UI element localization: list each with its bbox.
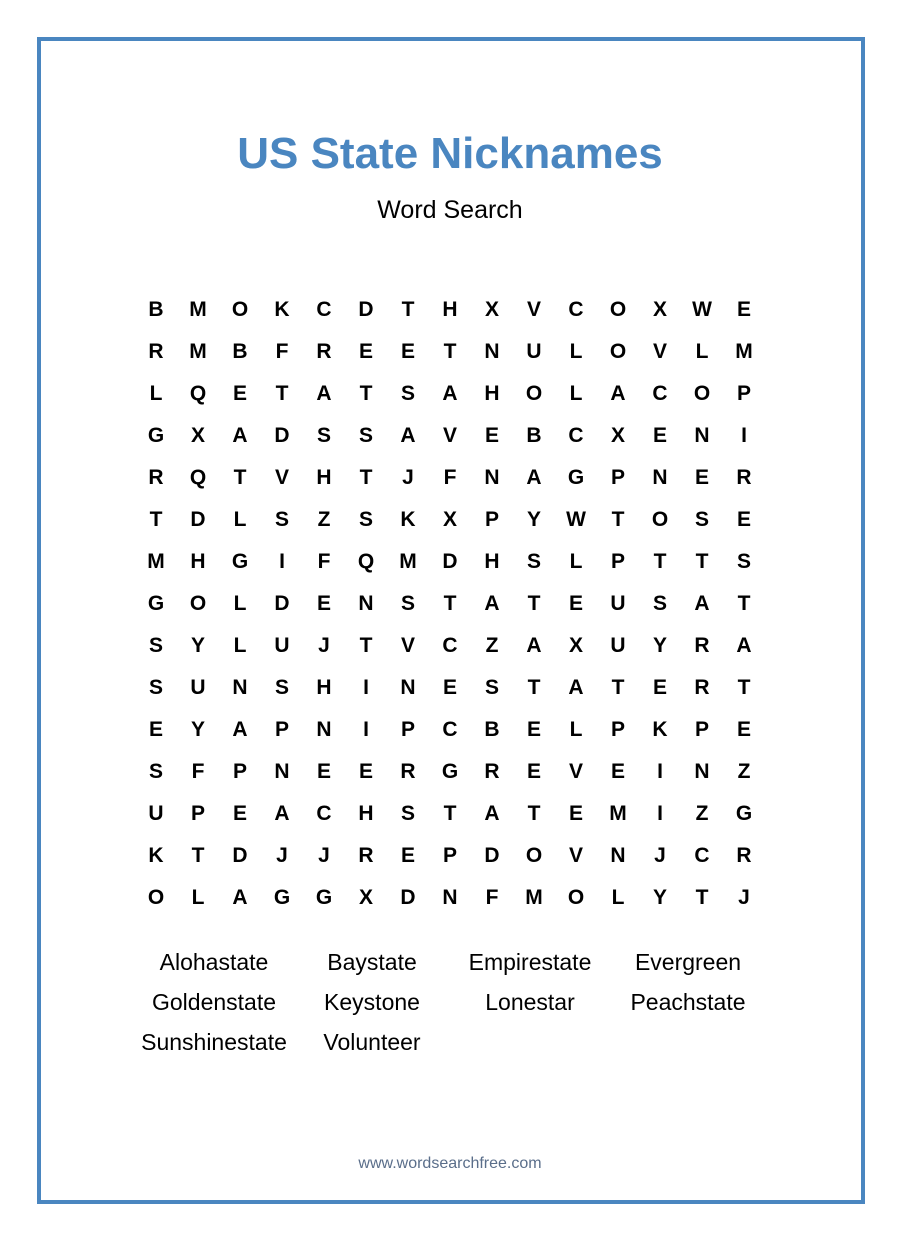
grid-letter: Y	[190, 718, 205, 741]
grid-letter: C	[652, 382, 668, 405]
grid-letter: K	[274, 298, 290, 321]
grid-letter: L	[191, 886, 205, 909]
grid-letter: X	[442, 508, 457, 531]
grid-letter: X	[190, 424, 205, 447]
grid-letter: Y	[652, 886, 667, 909]
grid-letter: T	[275, 382, 289, 405]
grid-letter: R	[484, 760, 500, 783]
grid-letter: G	[315, 886, 333, 909]
grid-letter: D	[358, 298, 374, 321]
grid-letter: E	[316, 592, 331, 615]
grid-letter: O	[609, 340, 627, 363]
grid-letter: I	[657, 760, 663, 783]
grid-letter: B	[484, 718, 500, 741]
grid-letter: S	[274, 676, 289, 699]
grid-letter: Q	[189, 382, 207, 405]
grid-letter: H	[190, 550, 206, 573]
word-list-item: Empirestate	[468, 949, 592, 975]
word-list	[135, 944, 765, 1064]
grid-letter: A	[232, 886, 248, 909]
grid-letter: M	[189, 298, 207, 321]
grid-letter: T	[443, 592, 457, 615]
grid-letter: E	[736, 508, 751, 531]
grid-letter: S	[736, 550, 751, 573]
grid-letter: Y	[652, 634, 667, 657]
grid-letter: T	[737, 592, 751, 615]
grid-letter: L	[611, 886, 625, 909]
grid-letter: T	[359, 634, 373, 657]
grid-row	[135, 331, 765, 373]
grid-letter: L	[569, 382, 583, 405]
grid-row	[135, 457, 765, 499]
grid-letter: N	[484, 466, 500, 489]
grid-letter: L	[233, 508, 247, 531]
grid-letter: S	[526, 550, 541, 573]
grid-row	[135, 877, 765, 919]
grid-letter: O	[651, 508, 669, 531]
grid-letter: A	[736, 634, 752, 657]
grid-letter: M	[609, 802, 627, 825]
grid-letter: L	[695, 340, 709, 363]
grid-row	[135, 625, 765, 667]
grid-letter: P	[694, 718, 709, 741]
grid-letter: H	[358, 802, 374, 825]
grid-letter: T	[695, 886, 709, 909]
grid-row	[135, 751, 765, 793]
grid-letter: Y	[526, 508, 541, 531]
grid-letter: E	[358, 760, 373, 783]
grid-letter: L	[569, 718, 583, 741]
grid-letter: F	[191, 760, 205, 783]
grid-letter: R	[694, 634, 710, 657]
grid-letter: A	[484, 592, 500, 615]
grid-letter: I	[363, 676, 369, 699]
grid-letter: S	[694, 508, 709, 531]
grid-letter: E	[232, 802, 247, 825]
grid-letter: S	[400, 382, 415, 405]
grid-letter: I	[363, 718, 369, 741]
grid-letter: S	[400, 592, 415, 615]
grid-letter: I	[657, 802, 663, 825]
grid-letter: M	[399, 550, 417, 573]
grid-letter: T	[737, 676, 751, 699]
grid-letter: Z	[317, 508, 331, 531]
grid-letter: F	[485, 886, 499, 909]
grid-letter: C	[568, 424, 584, 447]
grid-row	[135, 835, 765, 877]
grid-letter: G	[567, 466, 585, 489]
grid-letter: K	[652, 718, 668, 741]
grid-letter: V	[442, 424, 457, 447]
grid-row	[135, 499, 765, 541]
grid-letter: X	[568, 634, 583, 657]
grid-letter: T	[653, 550, 667, 573]
grid-letter: B	[526, 424, 542, 447]
grid-letter: U	[610, 634, 626, 657]
grid-letter: P	[442, 844, 457, 867]
grid-letter: P	[232, 760, 247, 783]
grid-letter: O	[609, 298, 627, 321]
grid-letter: T	[401, 298, 415, 321]
grid-letter: E	[652, 676, 667, 699]
grid-letter: T	[443, 802, 457, 825]
grid-letter: O	[693, 382, 711, 405]
grid-letter: F	[275, 340, 289, 363]
word-list-item: Goldenstate	[151, 989, 277, 1015]
grid-letter: A	[694, 592, 710, 615]
grid-letter: N	[694, 760, 710, 783]
grid-letter: J	[654, 844, 666, 867]
grid-row	[135, 709, 765, 751]
page-subtitle: Word Search	[377, 196, 523, 224]
grid-letter: C	[316, 802, 332, 825]
grid-letter: V	[652, 340, 667, 363]
grid-letter: W	[566, 508, 586, 531]
grid-letter: T	[527, 802, 541, 825]
grid-letter: E	[526, 718, 541, 741]
grid-letter: Z	[695, 802, 709, 825]
grid-letter: E	[694, 466, 709, 489]
grid-letter: S	[484, 676, 499, 699]
grid-row	[135, 415, 765, 457]
grid-letter: D	[400, 886, 416, 909]
grid-letter: T	[611, 676, 625, 699]
grid-letter: C	[694, 844, 710, 867]
grid-letter: S	[274, 508, 289, 531]
grid-letter: D	[442, 550, 458, 573]
grid-letter: G	[441, 760, 459, 783]
grid-letter: G	[147, 424, 165, 447]
grid-letter: H	[316, 676, 332, 699]
grid-letter: G	[231, 550, 249, 573]
grid-letter: M	[735, 340, 753, 363]
word-list-item: Sunshinestate	[141, 1029, 287, 1055]
grid-letter: N	[400, 676, 416, 699]
grid-letter: U	[274, 634, 290, 657]
word-list-item: Evergreen	[634, 949, 742, 975]
word-list-item: Lonestar	[485, 989, 575, 1015]
grid-letter: D	[232, 844, 248, 867]
grid-row	[135, 667, 765, 709]
grid-letter: I	[741, 424, 747, 447]
grid-letter: N	[652, 466, 668, 489]
grid-letter: I	[279, 550, 285, 573]
grid-letter: U	[610, 592, 626, 615]
grid-letter: T	[359, 382, 373, 405]
grid-letter: P	[274, 718, 289, 741]
grid-letter: V	[568, 760, 583, 783]
grid-letter: P	[400, 718, 415, 741]
grid-letter: T	[527, 592, 541, 615]
footer-url: www.wordsearchfree.com	[358, 1155, 542, 1172]
grid-letter: S	[148, 760, 163, 783]
grid-letter: J	[318, 634, 330, 657]
grid-letter: J	[402, 466, 414, 489]
grid-row	[135, 541, 765, 583]
grid-letter: O	[189, 592, 207, 615]
grid-letter: K	[400, 508, 416, 531]
grid-letter: A	[232, 718, 248, 741]
grid-letter: S	[148, 676, 163, 699]
grid-letter: R	[148, 340, 164, 363]
grid-letter: V	[400, 634, 415, 657]
grid-letter: T	[611, 508, 625, 531]
grid-letter: T	[191, 844, 205, 867]
grid-letter: D	[484, 844, 500, 867]
grid-letter: H	[484, 382, 500, 405]
grid-letter: R	[694, 676, 710, 699]
grid-letter: A	[484, 802, 500, 825]
grid-letter: J	[276, 844, 288, 867]
grid-letter: E	[442, 676, 457, 699]
grid-letter: A	[274, 802, 290, 825]
grid-letter: C	[316, 298, 332, 321]
grid-letter: S	[148, 634, 163, 657]
grid-letter: L	[149, 382, 163, 405]
grid-letter: X	[484, 298, 499, 321]
grid-row	[135, 793, 765, 835]
grid-letter: F	[443, 466, 457, 489]
grid-letter: E	[400, 844, 415, 867]
grid-letter: V	[526, 298, 541, 321]
grid-letter: R	[316, 340, 332, 363]
grid-letter: E	[568, 592, 583, 615]
grid-letter: O	[567, 886, 585, 909]
grid-letter: A	[442, 382, 458, 405]
grid-letter: R	[736, 466, 752, 489]
grid-letter: E	[526, 760, 541, 783]
grid-letter: S	[316, 424, 331, 447]
grid-letter: E	[736, 718, 751, 741]
grid-letter: L	[569, 550, 583, 573]
grid-letter: A	[610, 382, 626, 405]
grid-letter: P	[610, 550, 625, 573]
grid-letter: T	[443, 340, 457, 363]
grid-letter: R	[400, 760, 416, 783]
grid-letter: T	[695, 550, 709, 573]
grid-letter: U	[526, 340, 542, 363]
grid-letter: L	[569, 340, 583, 363]
grid-letter: P	[736, 382, 751, 405]
grid-letter: D	[274, 592, 290, 615]
grid-letter: X	[652, 298, 667, 321]
grid-letter: E	[736, 298, 751, 321]
word-list-item: Peachstate	[630, 989, 746, 1015]
grid-letter: U	[190, 676, 206, 699]
grid-letter: P	[484, 508, 499, 531]
grid-letter: X	[358, 886, 373, 909]
grid-letter: R	[736, 844, 752, 867]
grid-letter: Q	[357, 550, 375, 573]
grid-letter: N	[442, 886, 458, 909]
grid-letter: O	[525, 382, 543, 405]
word-list-item: Alohastate	[159, 949, 269, 975]
grid-letter: E	[358, 340, 373, 363]
grid-letter: J	[738, 886, 750, 909]
grid-letter: A	[526, 466, 542, 489]
grid-letter: N	[274, 760, 290, 783]
grid-letter: G	[273, 886, 291, 909]
grid-letter: E	[652, 424, 667, 447]
grid-row	[135, 583, 765, 625]
grid-letter: T	[233, 466, 247, 489]
grid-letter: D	[274, 424, 290, 447]
grid-letter: E	[148, 718, 163, 741]
grid-letter: V	[274, 466, 289, 489]
grid-letter: C	[568, 298, 584, 321]
grid-letter: S	[358, 508, 373, 531]
grid-letter: M	[525, 886, 543, 909]
grid-letter: Z	[737, 760, 751, 783]
grid-letter: V	[568, 844, 583, 867]
grid-letter: N	[610, 844, 626, 867]
grid-letter: R	[358, 844, 374, 867]
grid-letter: N	[316, 718, 332, 741]
grid-letter: Q	[189, 466, 207, 489]
grid-letter: P	[610, 718, 625, 741]
grid-row	[135, 289, 765, 331]
grid-letter: O	[147, 886, 165, 909]
grid-letter: X	[610, 424, 625, 447]
grid-letter: N	[694, 424, 710, 447]
grid-letter: E	[568, 802, 583, 825]
grid-letter: B	[232, 340, 248, 363]
grid-letter: E	[400, 340, 415, 363]
grid-letter: M	[189, 340, 207, 363]
grid-letter: E	[484, 424, 499, 447]
grid-letter: L	[233, 592, 247, 615]
word-list-item: Baystate	[327, 949, 417, 975]
grid-letter: F	[317, 550, 331, 573]
page-title: US State Nicknames	[237, 129, 663, 178]
grid-letter: Y	[190, 634, 205, 657]
grid-letter: H	[442, 298, 458, 321]
word-list-item: Volunteer	[323, 1029, 421, 1055]
grid-letter: O	[231, 298, 249, 321]
grid-letter: H	[484, 550, 500, 573]
grid-row	[135, 373, 765, 415]
grid-letter: R	[148, 466, 164, 489]
grid-letter: E	[232, 382, 247, 405]
grid-letter: A	[316, 382, 332, 405]
grid-letter: T	[527, 676, 541, 699]
grid-letter: N	[232, 676, 248, 699]
grid-letter: T	[359, 466, 373, 489]
grid-letter: C	[442, 718, 458, 741]
grid-letter: L	[233, 634, 247, 657]
grid-letter: A	[526, 634, 542, 657]
grid-letter: G	[147, 592, 165, 615]
grid-letter: H	[316, 466, 332, 489]
grid-letter: Z	[485, 634, 499, 657]
grid-letter: S	[358, 424, 373, 447]
grid-letter: E	[610, 760, 625, 783]
grid-letter: M	[147, 550, 165, 573]
grid-letter: A	[400, 424, 416, 447]
grid-letter: A	[568, 676, 584, 699]
grid-letter: O	[525, 844, 543, 867]
grid-letter: E	[316, 760, 331, 783]
grid-letter: C	[442, 634, 458, 657]
grid-letter: N	[484, 340, 500, 363]
grid-letter: T	[149, 508, 163, 531]
grid-letter: P	[610, 466, 625, 489]
grid-letter: S	[652, 592, 667, 615]
grid-letter: B	[148, 298, 164, 321]
grid-letter: S	[400, 802, 415, 825]
grid-letter: P	[190, 802, 205, 825]
grid-letter: G	[735, 802, 753, 825]
grid-letter: J	[318, 844, 330, 867]
grid-letter: K	[148, 844, 164, 867]
grid-letter: N	[358, 592, 374, 615]
letter-grid	[135, 289, 765, 919]
grid-letter: A	[232, 424, 248, 447]
grid-letter: D	[190, 508, 206, 531]
word-list-item: Keystone	[324, 989, 420, 1015]
grid-letter: W	[692, 298, 712, 321]
grid-letter: U	[148, 802, 164, 825]
